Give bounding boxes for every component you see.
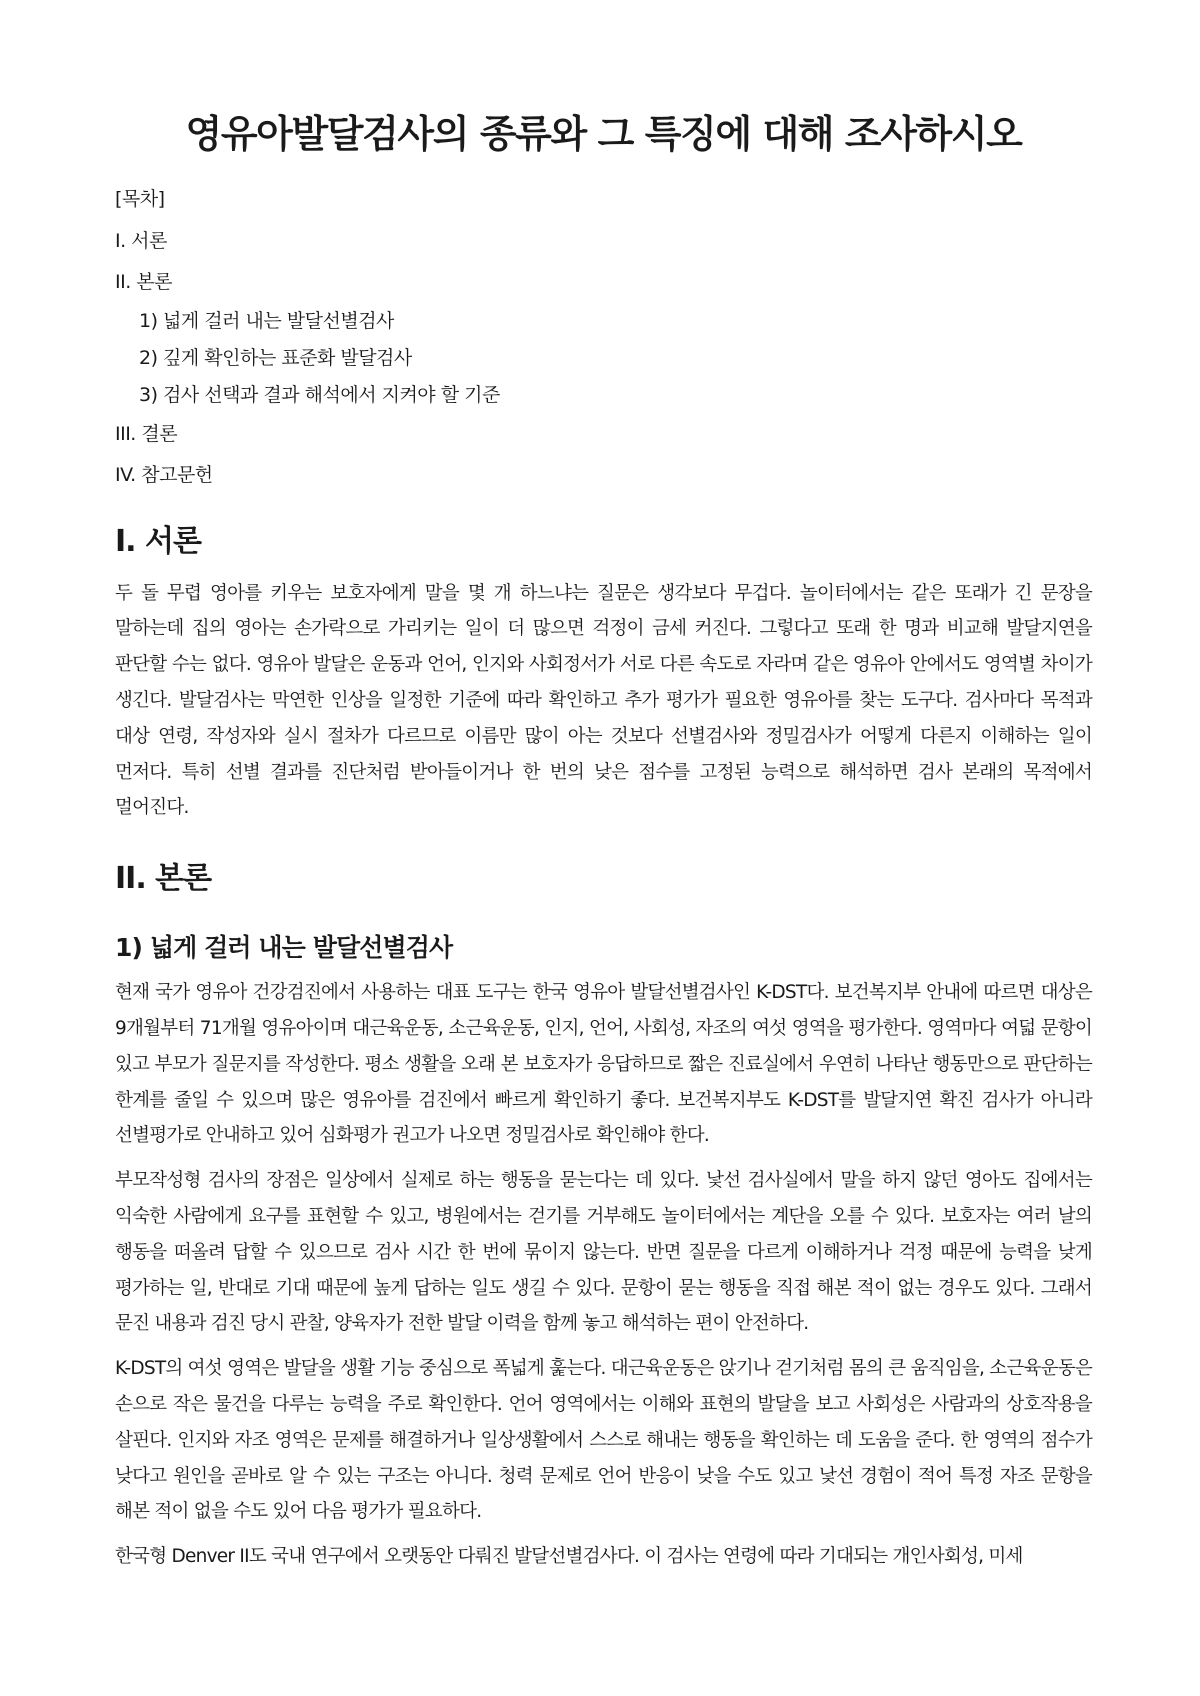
introduction-heading: I. 서론 — [115, 523, 201, 559]
toc-item-conclusion: III. 결론 — [115, 422, 178, 445]
toc-item-body-sub-1: 1) 넓게 걸러 내는 발달선별검사 — [139, 309, 394, 332]
body-section — [115, 861, 1092, 1575]
body-sub1-heading: 1) 넓게 걸러 내는 발달선별검사 — [115, 933, 453, 963]
body-sub1-paragraph: 부모작성형 검사의 장점은 일상에서 실제로 하는 행동을 묻는다는 데 있다. 낯선 검사실에서 말을 하지 않던 영아도 집에서는 익숙한 사람에게 요구를 표현할 수 있고, 병원에서는 걷기를 거부해도 놀이터에서는 계단을 오를 수 있다. 보호자는 여러 날의 행동을 떠올려 답할 수 있으므로 검사 시간 한 번에 묶이지 않는다. 반면 질문을 다르게 이해하거나 걱정 때문에 능력을 낮게 평가하는 일, 반대로 기대 때문에 높게 답하는 일도 생길 수 있다. 문항이 묻는 행동을 직접 해본 적이 없는 경우도 있다. 그래서 문진 내용과 검진 당시 관찰, 양육자가 전한 발달 이력을 함께 놓고 해석하는 편이 안전하다. — [115, 1170, 1092, 1335]
toc-item-body-sub-3: 3) 검사 선택과 결과 해석에서 지켜야 할 기준 — [139, 383, 500, 406]
body-sub1-paragraph: 현재 국가 영유아 건강검진에서 사용하는 대표 도구는 한국 영유아 발달선별검사인 K-DST다. 보건복지부 안내에 따르면 대상은 9개월부터 71개월 영유아이며 대근육운동, 소근육운동, 인지, 언어, 사회성, 자조의 여섯 영역을 평가한다. 영역마다 여덟 문항이 있고 부모가 질문지를 작성한다. 평소 생활을 오래 본 보호자가 응답하므로 짧은 진료실에서 우연히 나타난 행동만으로 판단하는 한계를 줄일 수 있으며 많은 영유아를 검진에서 빠르게 확인하기 좋다. 보건복지부도 K-DST를 발달지연 확진 검사가 아니라 선별평가로 안내하고 있어 심화평가 권고가 나오면 정밀검사로 확인해야 한다. — [115, 982, 1093, 1147]
toc-item-references: IV. 참고문헌 — [115, 463, 213, 486]
toc-item-introduction: I. 서론 — [115, 229, 167, 252]
body-heading: II. 본론 — [115, 861, 212, 897]
document-title: 영유아발달검사의 종류와 그 특징에 대해 조사하시오 — [185, 112, 1022, 156]
toc-heading: [목차] — [115, 187, 165, 210]
body-sub1-paragraph: 한국형 Denver II도 국내 연구에서 오랫동안 다뤄진 발달선별검사다. 이 검사는 연령에 따라 기대되는 개인사회성, 미세 — [115, 1546, 1023, 1568]
body-sub1-paragraph: K-DST의 여섯 영역은 발달을 생활 기능 중심으로 폭넓게 훑는다. 대근육운동은 앉기나 걷기처럼 몸의 큰 움직임을, 소근육운동은 손으로 작은 물건을 다루는 능력을 주로 확인한다. 언어 영역에서는 이해와 표현의 발달을 보고 사회성은 사람과의 상호작용을 살핀다. 인지와 자조 영역은 문제를 해결하거나 일상생활에서 스스로 해내는 행동을 확인하는 데 도움을 준다. 한 영역의 점수가 낮다고 원인을 곧바로 알 수 있는 구조는 아니다. 청력 문제로 언어 반응이 낮을 수도 있고 낯선 경험이 적어 특정 자조 문항을 해본 적이 없을 수도 있어 다음 평가가 필요하다. — [115, 1358, 1093, 1523]
introduction-section — [115, 524, 1092, 827]
table-of-contents — [115, 178, 1092, 496]
toc-item-body-sub-2: 2) 깊게 확인하는 표준화 발달검사 — [139, 346, 412, 369]
introduction-paragraph: 두 돌 무렵 영아를 키우는 보호자에게 말을 몇 개 하느냐는 질문은 생각보다 무겁다. 놀이터에서는 같은 또래가 긴 문장을 말하는데 집의 영아는 손가락으로 가리키는 일이 더 많으면 걱정이 금세 커진다. 그렇다고 또래 한 명과 비교해 발달지연을 판단할 수는 없다. 영유아 발달은 운동과 언어, 인지와 사회정서가 서로 다른 속도로 자라며 같은 영유아 안에서도 영역별 차이가 생긴다. 발달검사는 막연한 인상을 일정한 기준에 따라 확인하고 추가 평가가 필요한 영유아를 찾는 도구다. 검사마다 목적과 대상 연령, 작성자와 실시 절차가 다르므로 이름만 많이 아는 것보다 선별검사와 정밀검사가 어떻게 다른지 이해하는 일이 먼저다. 특히 선별 결과를 진단처럼 받아들이거나 한 번의 낮은 점수를 고정된 능력으로 해석하면 검사 본래의 목적에서 멀어진다. — [115, 582, 1092, 819]
toc-item-body: II. 본론 — [115, 270, 172, 293]
